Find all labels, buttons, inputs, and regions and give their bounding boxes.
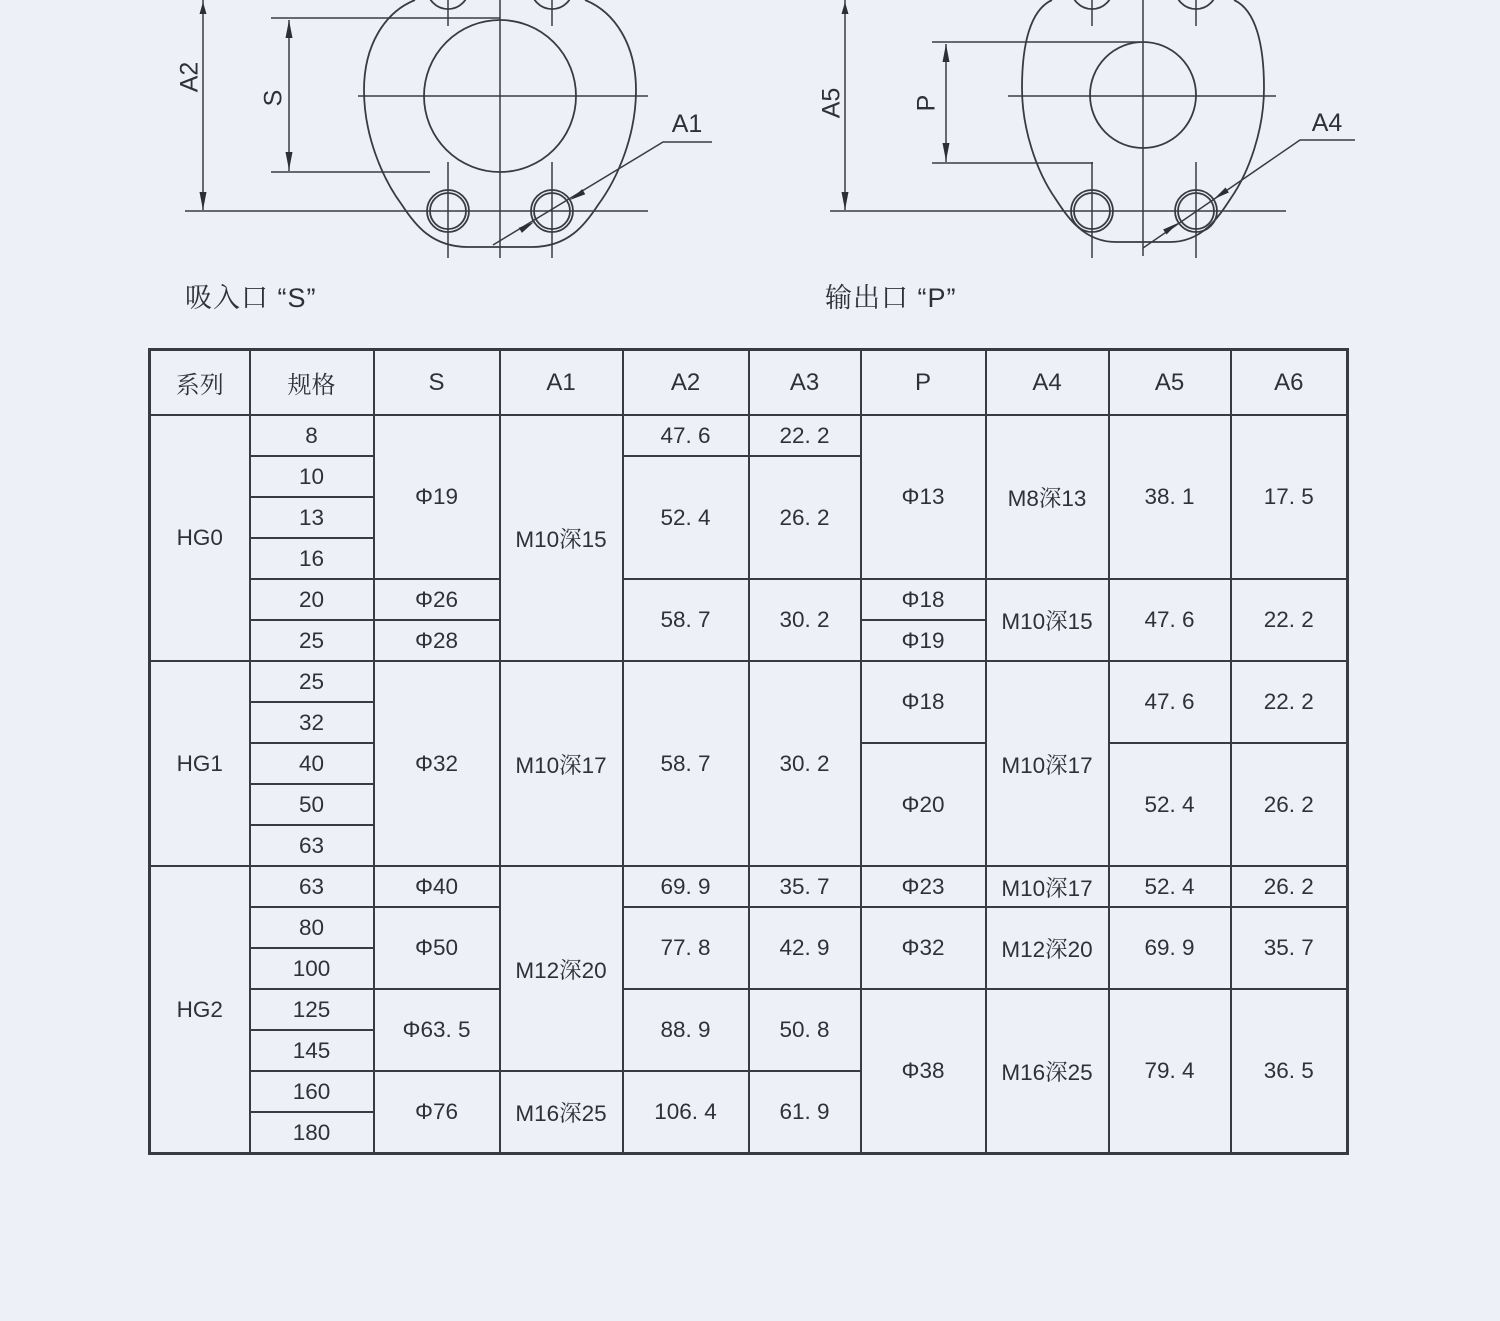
table-cell: 8 — [250, 415, 374, 456]
table-cell: Φ23 — [861, 866, 986, 907]
table-header-cell: A4 — [986, 350, 1109, 416]
table-cell: 63 — [250, 866, 374, 907]
table-cell: 35. 7 — [749, 866, 861, 907]
table-cell: Φ18 — [861, 579, 986, 620]
table-cell: 36. 5 — [1231, 989, 1348, 1154]
table-cell: 16 — [250, 538, 374, 579]
table-cell: 40 — [250, 743, 374, 784]
table-cell: Φ19 — [374, 415, 500, 579]
table-cell: M16深25 — [986, 989, 1109, 1154]
table-cell: HG0 — [150, 415, 250, 661]
table-header-cell: A5 — [1109, 350, 1231, 416]
table-cell: 30. 2 — [749, 661, 861, 866]
table-cell: 22. 2 — [1231, 579, 1348, 661]
table-cell: Φ26 — [374, 579, 500, 620]
table-header-row — [150, 350, 1348, 416]
table-cell: 58. 7 — [623, 579, 749, 661]
engineering-drawings — [0, 0, 1500, 335]
table-body — [150, 415, 1348, 1154]
arrowhead — [200, 2, 207, 14]
arrowhead — [842, 2, 849, 14]
dimension-table — [148, 348, 1349, 1155]
table-cell: Φ38 — [861, 989, 986, 1154]
table-cell: 106. 4 — [623, 1071, 749, 1154]
table-cell: 47. 6 — [1109, 579, 1231, 661]
table-cell: 63 — [250, 825, 374, 866]
table-cell: Φ76 — [374, 1071, 500, 1154]
table-cell: 50 — [250, 784, 374, 825]
table-cell: Φ32 — [374, 661, 500, 866]
table-cell: HG2 — [150, 866, 250, 1154]
table-cell: 125 — [250, 989, 374, 1030]
table-header-cell: A6 — [1231, 350, 1348, 416]
table-cell: 160 — [250, 1071, 374, 1112]
table-cell: Φ28 — [374, 620, 500, 661]
suction-port-caption: 吸入口 “S” — [185, 283, 317, 313]
table-cell: 58. 7 — [623, 661, 749, 866]
table-header-cell: S — [374, 350, 500, 416]
table-cell: 32 — [250, 702, 374, 743]
table-cell: Φ32 — [861, 907, 986, 989]
table-header-cell: A3 — [749, 350, 861, 416]
arrowhead — [1163, 223, 1178, 235]
table-cell: Φ13 — [861, 415, 986, 579]
table-cell: M12深20 — [500, 866, 623, 1071]
table-cell: 52. 4 — [1109, 866, 1231, 907]
table-cell: 26. 2 — [1231, 866, 1348, 907]
table-cell: Φ18 — [861, 661, 986, 743]
table-header-cell: A2 — [623, 350, 749, 416]
table-cell: Φ19 — [861, 620, 986, 661]
table-cell: Φ50 — [374, 907, 500, 989]
table-cell: 88. 9 — [623, 989, 749, 1071]
dimension-label-a5: A5 — [817, 87, 846, 119]
table-header-cell: A1 — [500, 350, 623, 416]
table-cell: 47. 6 — [1109, 661, 1231, 743]
table-row — [150, 907, 1348, 948]
table-row — [150, 866, 1348, 907]
table-cell: 100 — [250, 948, 374, 989]
table-cell: Φ63. 5 — [374, 989, 500, 1071]
arrowhead — [519, 222, 534, 233]
table-header-cell: P — [861, 350, 986, 416]
arrowhead — [1214, 188, 1229, 200]
table-cell: M16深25 — [500, 1071, 623, 1154]
table-cell: M10深17 — [986, 661, 1109, 866]
output-port-caption: 输出口 “P” — [825, 283, 957, 313]
arrowhead — [943, 44, 950, 62]
table-cell: 145 — [250, 1030, 374, 1071]
arrowhead — [286, 20, 293, 38]
table-cell: 69. 9 — [1109, 907, 1231, 989]
arrowhead — [570, 189, 585, 200]
dimension-label-s: S — [259, 89, 288, 107]
table-cell: 50. 8 — [749, 989, 861, 1071]
output-port-drawing — [818, 0, 1355, 313]
table-cell: HG1 — [150, 661, 250, 866]
table-cell: Φ20 — [861, 743, 986, 866]
table-cell: 52. 4 — [1109, 743, 1231, 866]
table-cell: 38. 1 — [1109, 415, 1231, 579]
table-cell: 79. 4 — [1109, 989, 1231, 1154]
table-cell: M8深13 — [986, 415, 1109, 579]
table-cell: M10深15 — [986, 579, 1109, 661]
table-cell: M10深17 — [986, 866, 1109, 907]
table-header-cell: 系列 — [150, 350, 250, 416]
table-cell: 25 — [250, 661, 374, 702]
table-head — [150, 350, 1348, 416]
table-cell: 30. 2 — [749, 579, 861, 661]
arrowhead — [842, 192, 849, 210]
table-cell: 42. 9 — [749, 907, 861, 989]
leader-line-a1 — [493, 142, 712, 245]
leader-line-a4 — [1143, 140, 1355, 248]
arrowhead — [200, 192, 207, 210]
table-cell: 10 — [250, 456, 374, 497]
table-cell: M10深17 — [500, 661, 623, 866]
table-cell: 69. 9 — [623, 866, 749, 907]
table-cell: M12深20 — [986, 907, 1109, 989]
table-cell: 26. 2 — [749, 456, 861, 579]
arrowhead — [943, 143, 950, 161]
table-cell: 13 — [250, 497, 374, 538]
suction-port-drawing — [176, 0, 712, 313]
table-cell: 26. 2 — [1231, 743, 1348, 866]
table-row — [150, 415, 1348, 456]
table-header-cell: 规格 — [250, 350, 374, 416]
table-row — [150, 989, 1348, 1030]
table-cell: 77. 8 — [623, 907, 749, 989]
dimension-label-a1: A1 — [671, 110, 703, 138]
table-cell: 52. 4 — [623, 456, 749, 579]
dimension-label-a4: A4 — [1311, 109, 1343, 137]
table-cell: M10深15 — [500, 415, 623, 661]
dimension-label-a2: A2 — [175, 61, 204, 93]
table-cell: 180 — [250, 1112, 374, 1154]
table-cell: 47. 6 — [623, 415, 749, 456]
table-cell: 80 — [250, 907, 374, 948]
table-row — [150, 661, 1348, 702]
table-cell: 20 — [250, 579, 374, 620]
table-row — [150, 579, 1348, 620]
arrowhead — [286, 152, 293, 170]
table-cell: 22. 2 — [1231, 661, 1348, 743]
table-cell: 25 — [250, 620, 374, 661]
dimension-label-p: P — [912, 94, 941, 112]
table-cell: Φ40 — [374, 866, 500, 907]
table-cell: 61. 9 — [749, 1071, 861, 1154]
table-cell: 17. 5 — [1231, 415, 1348, 579]
table-cell: 35. 7 — [1231, 907, 1348, 989]
table-cell: 22. 2 — [749, 415, 861, 456]
